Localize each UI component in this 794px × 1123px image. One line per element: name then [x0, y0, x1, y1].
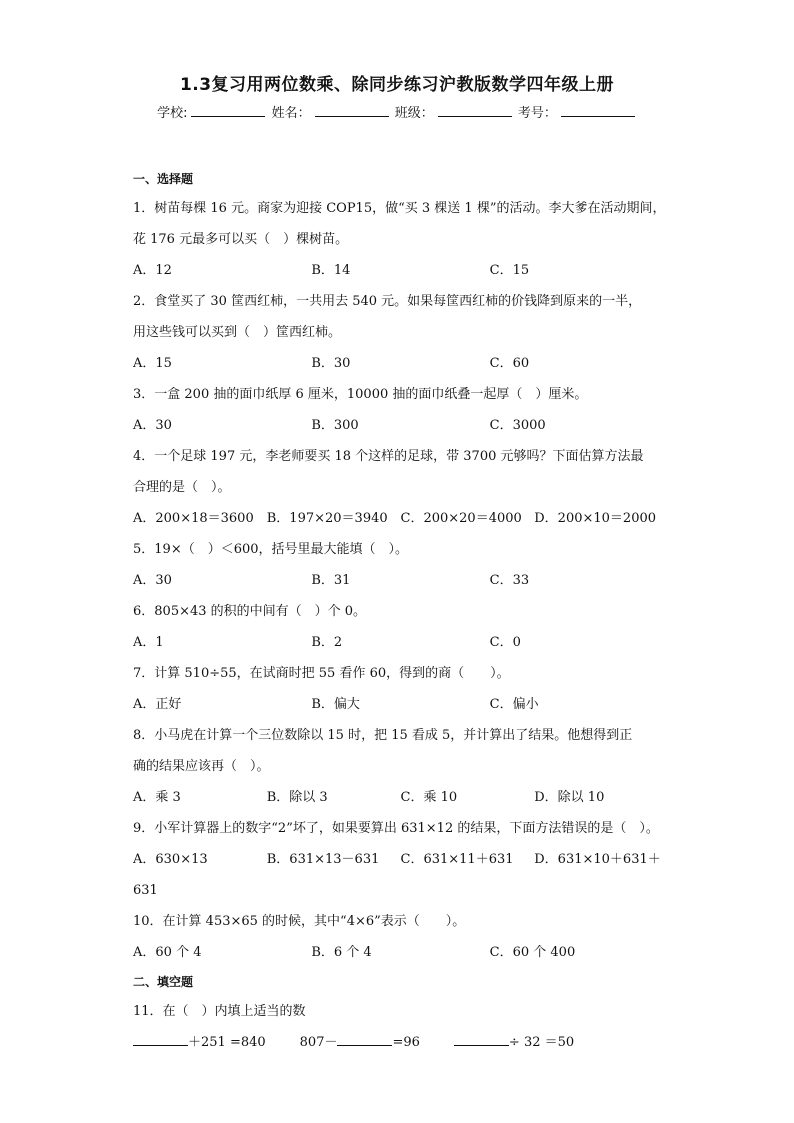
options-row	[133, 255, 668, 286]
option: C．631×11＋631	[400, 852, 514, 867]
option: A．30	[133, 573, 172, 588]
options-row	[133, 503, 668, 534]
question-text: 6．805×43 的积的中间有（ ）个 0。	[133, 604, 367, 619]
option: C．15	[489, 263, 530, 278]
fill-blank-row	[133, 1027, 668, 1058]
option: A．60 个 4	[133, 945, 202, 960]
options-row	[133, 348, 668, 379]
option: D．200×10＝2000	[534, 511, 657, 526]
option: A．12	[133, 263, 172, 278]
option: D．631×10＋631＋	[534, 852, 661, 867]
options-row	[133, 937, 668, 968]
option: B．631×13－631	[266, 852, 380, 867]
question-text: 11．在（ ）内填上适当的数	[133, 1004, 306, 1019]
options-row	[133, 689, 668, 720]
equation-part: ÷ 32 ＝50	[508, 1035, 575, 1050]
option: C．偏小	[489, 697, 539, 712]
option: C．200×20＝4000	[400, 511, 522, 526]
option: B．14	[311, 263, 351, 278]
option: A．630×13	[133, 852, 208, 867]
option: B．30	[311, 356, 351, 371]
option: C．60	[489, 356, 530, 371]
school-blank	[191, 103, 265, 117]
option-continuation: 631	[133, 883, 158, 898]
equation-part: =96	[392, 1035, 420, 1050]
options-row	[133, 844, 668, 875]
answer-blank[interactable]	[133, 1031, 188, 1046]
option: C．33	[489, 573, 530, 588]
name-blank	[315, 103, 389, 117]
option: C．3000	[489, 418, 546, 433]
option: A．30	[133, 418, 172, 433]
question-text: 3．一盒 200 抽的面巾纸厚 6 厘米，10000 抽的面巾纸叠一起厚（ ）厘米。	[133, 387, 588, 402]
question-text: 用这些钱可以买到（ ）筐西红柿。	[133, 325, 342, 340]
answer-blank[interactable]	[454, 1031, 509, 1046]
question-text: 2．食堂买了 30 筐西红柿，一共用去 540 元。如果每筐西红柿的价钱降到原来的一半，	[133, 294, 642, 309]
option: D．除以 10	[534, 790, 605, 805]
question-text: 合理的是（ ）。	[133, 480, 231, 495]
option: B．2	[311, 635, 343, 650]
question-text: 9．小军计算器上的数字“2”坏了，如果要算出 631×12 的结果，下面方法错误的是（ ）。	[133, 821, 659, 836]
options-row	[133, 782, 668, 813]
option: B．197×20＝3940	[266, 511, 388, 526]
option: A．15	[133, 356, 172, 371]
options-row	[133, 410, 668, 441]
option: B．偏大	[311, 697, 360, 712]
question-text: 10．在计算 453×65 的时候，其中“4×6”表示（ ）。	[133, 914, 466, 929]
option: B．6 个 4	[311, 945, 372, 960]
school-label: 学校:	[157, 106, 188, 121]
equation-part: 807－	[299, 1035, 338, 1050]
option: C．0	[489, 635, 521, 650]
question-text: 8．小马虎在计算一个三位数除以 15 时，把 15 看成 5，并计算出了结果。他想得到正	[133, 728, 633, 743]
questions-area	[133, 165, 668, 1058]
option: A．乘 3	[133, 790, 181, 805]
section-heading-choice: 一、选择题	[133, 172, 194, 186]
option: B．除以 3	[266, 790, 328, 805]
question-text: 7．计算 510÷55，在试商时把 55 看作 60，得到的商（ ）。	[133, 666, 510, 681]
exam-number-label: 考号：	[517, 106, 557, 121]
question-text: 1．树苗每棵 16 元。商家为迎接 COP15，做“买 3 棵送 1 棵”的活动。李大爹在活动期间，	[133, 201, 666, 216]
class-blank	[438, 103, 512, 117]
question-text: 4．一个足球 197 元，李老师要买 18 个这样的足球，带 3700 元够吗？下面估算方法最	[133, 449, 644, 464]
options-row	[133, 565, 668, 596]
exam-number-blank	[561, 103, 635, 117]
page-title: 1.3复习用两位数乘、除同步练习沪教版数学四年级上册	[179, 75, 615, 95]
student-info-line	[0, 102, 794, 121]
answer-blank[interactable]	[337, 1031, 392, 1046]
options-row	[133, 627, 668, 658]
class-label: 班级：	[394, 106, 434, 121]
question-text: 花 176 元最多可以买（ ）棵树苗。	[133, 232, 349, 247]
option: B．300	[311, 418, 359, 433]
name-label: 姓名：	[271, 106, 311, 121]
option: A．1	[133, 635, 164, 650]
option: B．31	[311, 573, 351, 588]
question-text: 5．19×（ ）＜600，括号里最大能填（ ）。	[133, 542, 409, 557]
question-text: 确的结果应该再（ ）。	[133, 759, 270, 774]
section-heading-fill: 二、填空题	[133, 975, 194, 989]
option: C．60 个 400	[489, 945, 576, 960]
option: A．200×18＝3600	[133, 511, 254, 526]
equation-part: ＋251 =840	[188, 1035, 266, 1050]
option: C．乘 10	[400, 790, 458, 805]
option: A．正好	[133, 697, 182, 712]
